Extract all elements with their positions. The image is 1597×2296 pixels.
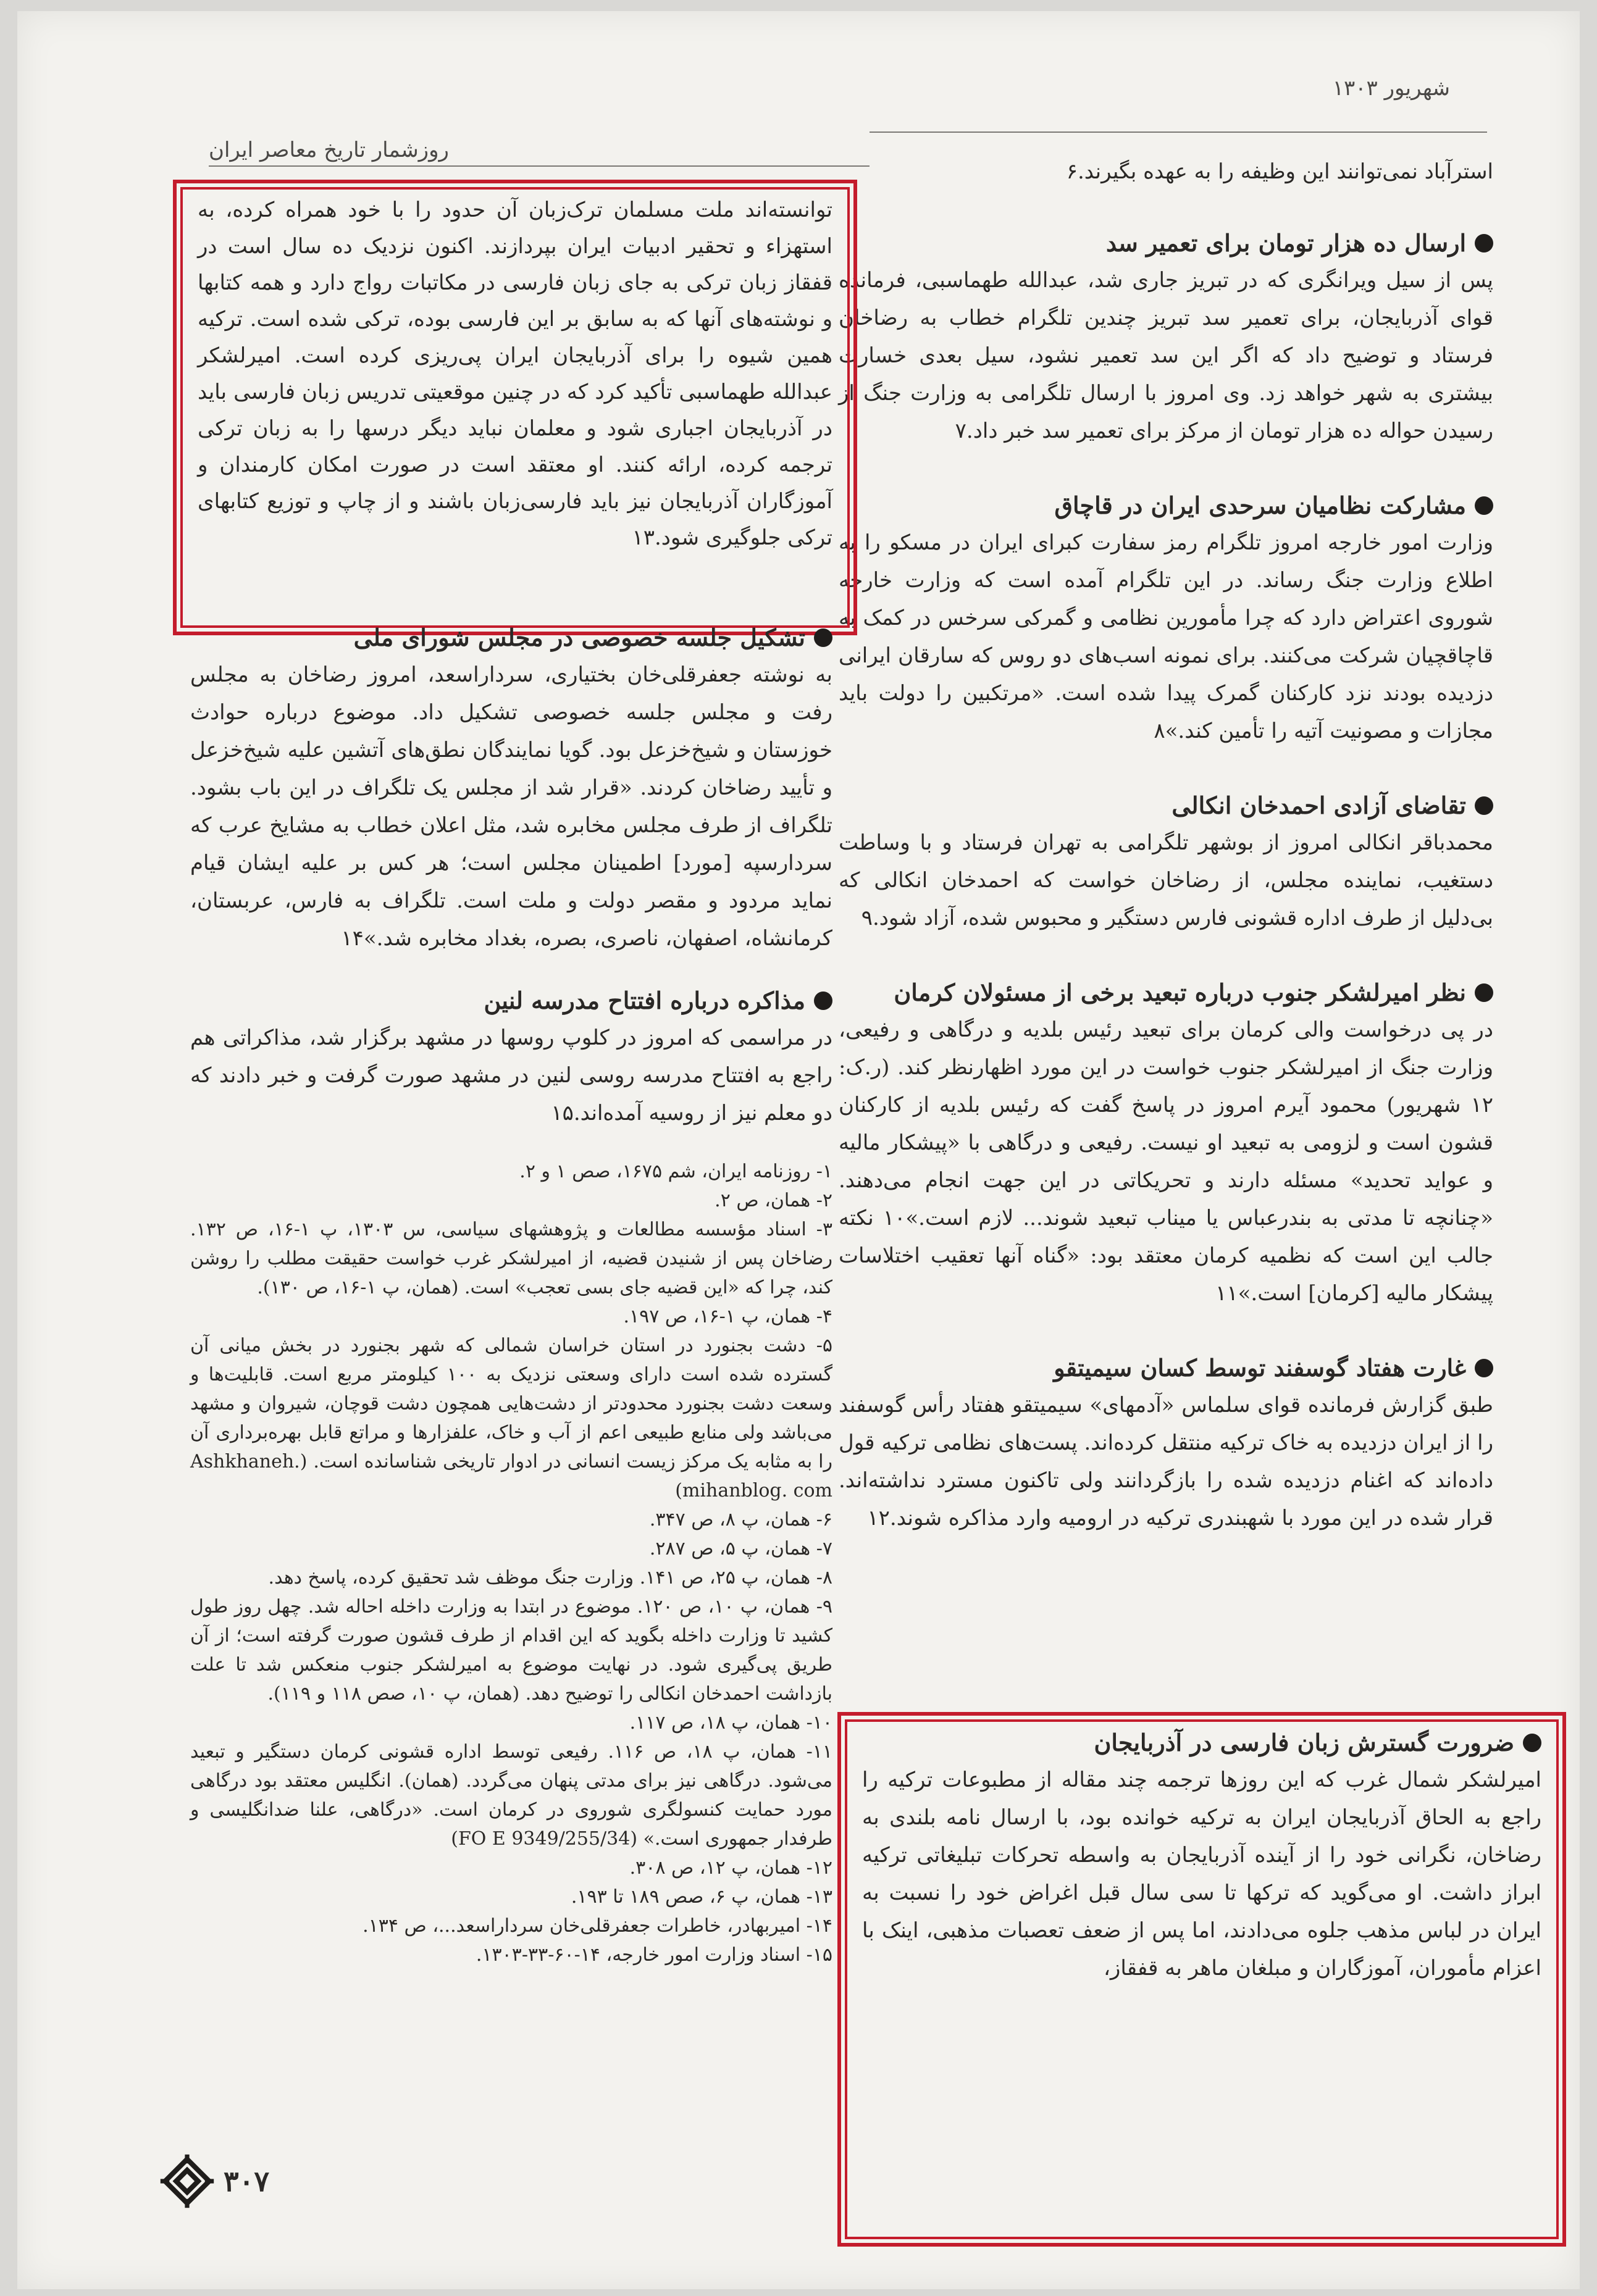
section-heading: تقاضای آزادی احمدخان انکالی — [839, 787, 1493, 824]
footnote: ۱۲- همان، پ ۱۲، ص ۳۰۸. — [629, 1857, 832, 1879]
section-heading: ضرورت گسترش زبان فارسی در آذربایجان — [862, 1724, 1541, 1761]
header-rule-left — [209, 165, 870, 167]
publisher-logo-icon — [159, 2153, 215, 2209]
bullet-icon — [1475, 983, 1493, 1002]
section-body: امیرلشکر شمال غرب که این روزها ترجمه چند مقاله از مطبوعات ترکیه را راجع به الحاق آذربایجان ایران به ترکیه خوانده بود، با ارسال نامه بلندی به رضاخان، نگرانی خود را از آینده آذربایجان به واسطه تحرکات تبلیغاتی ترکیه ابراز داشت. او می‌گوید که ترکها تا سی سال قبل اغراض خود را نسبت به ایران در لباس مذهب جلوه می‌دادند، اما پس از ضعف تعصبات مذهبی، اینک با اعزام مأموران، آموزگاران و مبلغان ماهر به قفقاز، — [862, 1768, 1541, 1981]
book-page — [17, 11, 1580, 2289]
footnotes — [190, 1157, 832, 1969]
section-dam-funds — [839, 225, 1493, 450]
highlight-box-continuation — [173, 180, 857, 635]
footnote: ۳- اسناد مؤسسه مطالعات و پژوهشهای سیاسی، س ۱۳۰۳، پ ۱-۱۶، ص ۱۳۲. رضاخان پس از شنیدن قضیه، از امیرلشکر غرب خواست حقیقت مطلب را روشن کند، چرا که «این قضیه جای بسی تعجب» است. (همان، پ ۱-۱۶، ص ۱۳۰). — [190, 1219, 832, 1298]
section-heading: غارت هفتاد گوسفند توسط کسان سیمیتقو — [839, 1350, 1493, 1387]
left-column — [190, 619, 832, 1969]
bullet-icon — [814, 991, 832, 1010]
section-heading: مذاکره درباره افتتاح مدرسه لنین — [190, 982, 832, 1019]
section-heading: تشکیل جلسه خصوصی در مجلس شورای ملی — [190, 619, 832, 656]
footnote: ۱۰- همان، پ ۱۸، ص ۱۱۷. — [629, 1712, 832, 1734]
section-majlis-session — [190, 619, 832, 958]
header-rule-right — [870, 131, 1487, 133]
bullet-icon — [1523, 1734, 1541, 1752]
section-body: محمدباقر انکالی امروز از بوشهر تلگرامی به تهران فرستاد و با وساطت دستغیب، نماینده مجلس، از رضاخان خواست که احمدخان انکالی که بی‌دلیل از طرف اداره قشونی فارس دستگیر و محبوس شده، آزاد شود.۹ — [839, 830, 1493, 930]
section-heading: مشارکت نظامیان سرحدی ایران در قاچاق — [839, 487, 1493, 524]
section-body: در پی درخواست والی کرمان برای تبعید رئیس بلدیه و درگاهی و رفیعی، وزارت جنگ از امیرلشکر جنوب خواست در این مورد اظهارنظر کند. (ر.ک: ۱۲ شهریور) محمود آیرم امروز در پاسخ گفت که رئیس بلدیه از کارکنان قشون است و لزومی به تبعید او نیست. رفیعی و درگاهی با «پیشکار مالیه و عواید تحدید» مسئله دارند و تحریکاتی در این جهت انجام می‌دهند. «چنانچه تا مدتی به بندرعباس یا میناب تبعید شوند... لازم است.»۱۰ نکته جالب این است که نظمیه کرمان معتقد بود: «گناه آنها تعقیب اختلاسات پیشکار مالیه [کرمان] است.»۱۱ — [839, 1017, 1493, 1306]
footnote: ۱- روزنامه ایران، شم ۱۶۷۵، صص ۱ و ۲. — [519, 1161, 832, 1182]
section-body: طبق گزارش فرمانده قوای سلماس «آدمهای» سیمیتقو هفتاد رأس گوسفند را از ایران دزدیده به خاک ترکیه منتقل کرده‌اند. پست‌های نظامی ترکیه قول داده‌اند که اغنام دزدیده شده را بازگردانند ولی تاکنون مسترد نداشته‌اند. قرار شده در این مورد با شهبندری ترکیه در ارومیه وارد مذاکره شوند.۱۲ — [839, 1393, 1493, 1530]
section-body: در مراسمی که امروز در کلوپ روسها در مشهد برگزار شد، مذاکراتی هم راجع به افتتاح مدرسه روسی لنین در مشهد صورت گرفت و خبر دادند که دو معلم نیز از روسیه آمده‌اند.۱۵ — [190, 1025, 832, 1125]
bullet-icon — [1475, 234, 1493, 253]
section-heading: ارسال ده هزار تومان برای تعمیر سد — [839, 225, 1493, 262]
page-footer — [159, 2153, 269, 2209]
continuation-body: توانسته‌اند ملت مسلمان ترک‌زبان آن حدود را با خود همراه کرده، به استهزاء و تحقیر ادبیات ایران بپردازند. اکنون نزدیک ده سال است در قفقاز زبان ترکی به جای زبان فارسی در مکاتبات رواج دارد و همه کتابها و نوشته‌های آنها که به سابق بر این فارسی بوده، ترکی شده است. ترکیه همین شیوه را برای آذربایجان ایران پی‌ریزی کرده است. امیرلشکر عبدالله طهماسبی تأکید کرد که در چنین موقعیتی تدریس زبان فارسی باید در آذربایجان اجباری شود و معلمان نباید دیگر درسها را به زبان ترکی ترجمه کرده، ارائه کنند. او معتقد است در صورت امکان کارمندان و آموزگاران آذربایجان نیز باید فارسی‌زبان باشند و از چاپ و توزیع کتابهای ترکی جلوگیری شود.۱۳ — [198, 198, 832, 550]
section-body: وزارت امور خارجه امروز تلگرام رمز سفارت کبرای ایران در مسکو را به اطلاع وزارت جنگ رساند. در این تلگرام آمده است که وزارت خارجه شوروی اعتراض دارد که چرا مأمورین نظامی و گمرکی سرخس در کمک به قاچاقچیان شرکت می‌کنند. برای نمونه اسب‌های دو روس که سارقان ایرانی دزدیده بودند نزد کارکنان گمرک پیدا شده است. «مرتکبین را دولت باید مجازات و مصونیت آتیه را تأمین کند.»۸ — [839, 530, 1493, 743]
section-sheep-raid — [839, 1350, 1493, 1537]
right-column — [839, 153, 1493, 1574]
section-border-smuggling — [839, 487, 1493, 750]
page-number: ۳۰۷ — [224, 2165, 270, 2198]
bullet-icon — [1475, 496, 1493, 515]
footnote: ۹- همان، پ ۱۰، ص ۱۲۰. موضوع در ابتدا به وزارت داخله احاله شد. چهل روز طول کشید تا وزارت داخله بگوید که این اقدام از طرف قشون صورت گرفته است؛ از آن طریق پی‌گیری شود. در نهایت موضوع به امیرلشکر جنوب منعکس شد تا علت بازداشت احمدخان انکالی را توضیح دهد. (همان، پ ۱۰، صص ۱۱۸ و ۱۱۹). — [190, 1596, 832, 1705]
footnote: ۵- دشت بجنورد در استان خراسان شمالی که شهر بجنورد در بخش میانی آن گسترده شده است دارای وسعتی نزدیک به ۱۰۰ کیلومتر مربع است. قابلیت‌ها و وسعت دشت بجنورد محدودتر از دشت‌هایی همچون دشت قوچان، شیروان و مشهد می‌باشد ولی منابع طبیعی اعم از آب و خاک، علفزارها و مراتع قابل بهره‌برداری آن را به مثابه یک مرکز زیست انسانی در ادوار تاریخی شناسانده است. (Ashkhaneh. mihanblog. com) — [190, 1335, 833, 1501]
bullet-icon — [814, 628, 832, 647]
footnote: ۱۳- همان، پ ۶، صص ۱۸۹ تا ۱۹۳. — [571, 1886, 832, 1908]
footnote: ۱۵- اسناد وزارت امور خارجه، ۱۴-۶۰-۳۳-۱۳۰۳. — [476, 1944, 832, 1966]
footnote: ۸- همان، پ ۲۵، ص ۱۴۱. وزارت جنگ موظف شد تحقیق کرده، پاسخ دهد. — [268, 1567, 832, 1588]
intro-line: استرآباد نمی‌توانند این وظیفه را به عهده بگیرند.۶ — [1066, 159, 1493, 184]
section-release-request — [839, 787, 1493, 937]
footnote: ۶- همان، پ ۸، ص ۳۴۷. — [649, 1509, 832, 1530]
section-kerman-exile — [839, 974, 1493, 1313]
section-body: به نوشته جعفرقلی‌خان بختیاری، سرداراسعد، امروز رضاخان به مجلس رفت و مجلس جلسه خصوصی تشکیل داد. موضوع درباره حوادث خوزستان و شیخ‌خزعل بود. گویا نمایندگان نطق‌های آتشین علیه شیخ‌خزعل و تأیید رضاخان کردند. «قرار شد از مجلس یک تلگراف در این باب بشود. تلگراف از طرف مجلس مخابره شد، مثل اعلان خطاب به مشایخ عرب که سردارسپه [مورد] اطمینان مجلس است؛ هر کس بر علیه ایشان قیام نماید مردود و مقصر دولت و ملت است. تلگراف به فارس، عربستان، کرمانشاه، اصفهان، ناصری، بصره، بغداد مخابره شد.»۱۴ — [190, 662, 832, 951]
bullet-icon — [1475, 796, 1493, 815]
highlight-box-persian-language — [837, 1712, 1566, 2247]
section-lenin-school — [190, 982, 832, 1132]
footnote: ۲- همان، ص ۲. — [715, 1190, 832, 1211]
bullet-icon — [1475, 1359, 1493, 1377]
footnote: ۷- همان، پ ۵، ص ۲۸۷. — [649, 1538, 832, 1559]
section-heading: نظر امیرلشکر جنوب درباره تبعید برخی از مسئولان کرمان — [839, 974, 1493, 1011]
footnote: ۱۱- همان، پ ۱۸، ص ۱۱۶. رفیعی توسط اداره قشونی کرمان دستگیر و تبعید می‌شود. درگاهی نیز برای مدتی پنهان می‌گردد. (همان). انگلیس معتقد بود درگاهی مورد حمایت کنسولگری شوروی در کرمان است. «درگاهی، علنا ضدانگلیسی و طرفدار جمهوری است.» (FO E 9349/255/34) — [190, 1741, 832, 1850]
running-title-left: روزشمار تاریخ معاصر ایران — [209, 138, 449, 162]
footnote: ۴- همان، پ ۱-۱۶، ص ۱۹۷. — [623, 1306, 832, 1327]
running-title-right: شهریور ۱۳۰۳ — [1332, 76, 1450, 101]
footnote: ۱۴- امیربهادر، خاطرات جعفرقلی‌خان سرداراسعد...، ص ۱۳۴. — [363, 1915, 832, 1937]
section-body: پس از سیل ویرانگری که در تبریز جاری شد، عبدالله طهماسبی، فرمانده قوای آذربایجان، برای تعمیر سد تبریز چندین تلگرام خطاب به رضاخان فرستاد و توضیح داد که اگر این سد تعمیر نشود، سیل بعدی خسارت بیشتری به شهر خواهد زد. وی امروز با ارسال تلگرامی به وزارت جنگ از رسیدن حواله ده هزار تومان از مرکز برای تعمیر سد خبر داد.۷ — [839, 268, 1493, 443]
